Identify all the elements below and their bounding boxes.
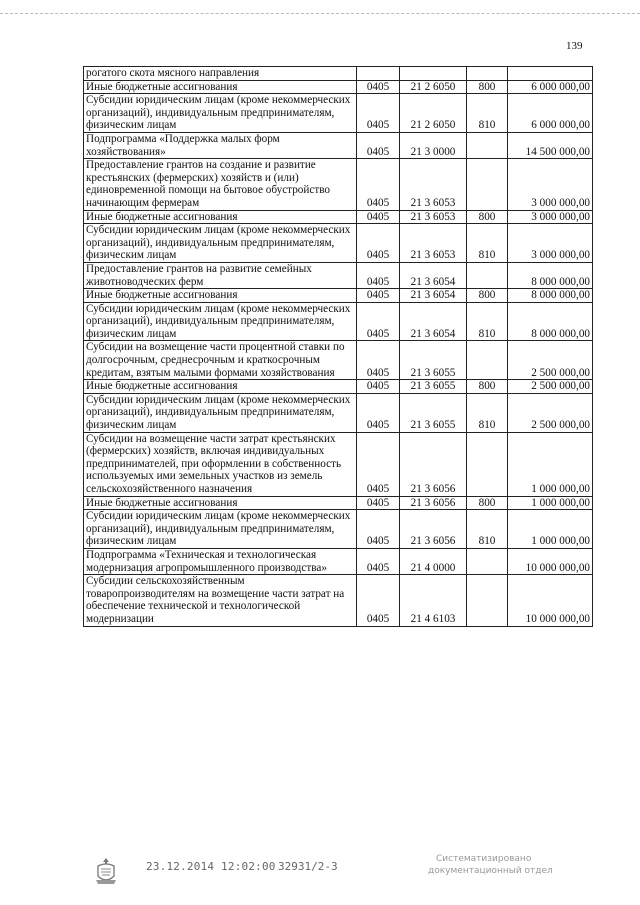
row-sum: 8 000 000,00 [508, 302, 593, 341]
table-row [84, 432, 593, 496]
row-section-code: 0405 [357, 341, 400, 380]
table-row [84, 262, 593, 288]
table-row [84, 94, 593, 133]
row-section-code: 0405 [357, 262, 400, 288]
row-name: Субсидии юридическим лицам (кроме некоммерческих организаций), индивидуальным предпринимателям, физическим лицам [84, 224, 357, 263]
table-row [84, 210, 593, 224]
table-row [84, 159, 593, 210]
row-article-code: 21 2 6050 [400, 94, 467, 133]
row-section-code: 0405 [357, 210, 400, 224]
row-sum: 14 500 000,00 [508, 132, 593, 158]
row-article-code: 21 3 6056 [400, 510, 467, 549]
row-section-code: 0405 [357, 159, 400, 210]
row-name: Субсидии на возмещение части затрат крестьянских (фермерских) хозяйств, включая индивидуальных предпринимателей, при оформлении в собственность используемых ими земельных участков из земель сельскохозяйственного назначения [84, 432, 357, 496]
row-name: Подпрограмма «Поддержка малых форм хозяйствования» [84, 132, 357, 158]
row-article-code: 21 3 6054 [400, 302, 467, 341]
scan-top-border [0, 13, 640, 14]
row-article-code: 21 3 6055 [400, 341, 467, 380]
row-section-code: 0405 [357, 132, 400, 158]
row-expense-type [467, 132, 508, 158]
row-section-code: 0405 [357, 432, 400, 496]
row-sum: 10 000 000,00 [508, 548, 593, 574]
row-expense-type: 800 [467, 210, 508, 224]
row-sum: 1 000 000,00 [508, 510, 593, 549]
row-sum: 6 000 000,00 [508, 80, 593, 94]
footer-datetime: 23.12.2014 12:02:00 [146, 860, 276, 873]
row-article-code: 21 3 6055 [400, 380, 467, 394]
row-expense-type [467, 262, 508, 288]
row-article-code: 21 4 0000 [400, 548, 467, 574]
table-row [84, 380, 593, 394]
row-article-code: 21 4 6103 [400, 575, 467, 626]
row-name: Субсидии юридическим лицам (кроме некоммерческих организаций), индивидуальным предпринимателям, физическим лицам [84, 302, 357, 341]
row-expense-type [467, 548, 508, 574]
row-expense-type: 800 [467, 80, 508, 94]
row-name: Субсидии юридическим лицам (кроме некоммерческих организаций), индивидуальным предпринимателям, физическим лицам [84, 510, 357, 549]
row-expense-type [467, 67, 508, 81]
row-expense-type [467, 159, 508, 210]
row-section-code: 0405 [357, 510, 400, 549]
row-sum: 2 500 000,00 [508, 380, 593, 394]
row-sum: 2 500 000,00 [508, 393, 593, 432]
row-expense-type [467, 432, 508, 496]
table-row [84, 224, 593, 263]
table-row [84, 80, 593, 94]
table-row [84, 132, 593, 158]
table-row [84, 496, 593, 510]
row-sum: 10 000 000,00 [508, 575, 593, 626]
row-section-code: 0405 [357, 224, 400, 263]
row-section-code: 0405 [357, 80, 400, 94]
row-expense-type: 810 [467, 393, 508, 432]
row-name: Иные бюджетные ассигнования [84, 380, 357, 394]
row-expense-type: 800 [467, 496, 508, 510]
row-sum: 3 000 000,00 [508, 210, 593, 224]
row-sum: 6 000 000,00 [508, 94, 593, 133]
footer-stamp-line2: документационный отдел [428, 866, 553, 876]
emblem-icon [94, 856, 118, 886]
row-article-code: 21 3 6055 [400, 393, 467, 432]
row-section-code [357, 67, 400, 81]
row-sum: 1 000 000,00 [508, 496, 593, 510]
footer-stamp-line1: Систематизировано [436, 854, 532, 864]
row-article-code: 21 3 6053 [400, 159, 467, 210]
row-name: Подпрограмма «Техническая и технологическая модернизация агропромышленного производства» [84, 548, 357, 574]
row-expense-type: 800 [467, 380, 508, 394]
row-expense-type: 810 [467, 224, 508, 263]
row-name: Иные бюджетные ассигнования [84, 496, 357, 510]
table-row [84, 341, 593, 380]
row-expense-type: 810 [467, 510, 508, 549]
row-name: Субсидии юридическим лицам (кроме некоммерческих организаций), индивидуальным предпринимателям, физическим лицам [84, 393, 357, 432]
row-expense-type: 810 [467, 94, 508, 133]
row-article-code: 21 3 6056 [400, 496, 467, 510]
row-name: рогатого скота мясного направления [84, 67, 357, 81]
table-row [84, 302, 593, 341]
row-article-code: 21 3 6053 [400, 210, 467, 224]
table-row [84, 510, 593, 549]
row-section-code: 0405 [357, 302, 400, 341]
row-article-code: 21 2 6050 [400, 80, 467, 94]
row-article-code: 21 3 0000 [400, 132, 467, 158]
row-expense-type: 800 [467, 289, 508, 303]
row-name: Предоставление грантов на развитие семейных животноводческих ферм [84, 262, 357, 288]
table-row [84, 393, 593, 432]
row-sum: 8 000 000,00 [508, 262, 593, 288]
row-section-code: 0405 [357, 496, 400, 510]
row-section-code: 0405 [357, 380, 400, 394]
row-section-code: 0405 [357, 393, 400, 432]
row-article-code: 21 3 6054 [400, 262, 467, 288]
row-article-code: 21 3 6056 [400, 432, 467, 496]
row-article-code: 21 3 6053 [400, 224, 467, 263]
row-name: Субсидии на возмещение части процентной ставки по долгосрочным, среднесрочным и краткосрочным кредитам, взятым малыми формами хозяйствования [84, 341, 357, 380]
table-row [84, 289, 593, 303]
row-section-code: 0405 [357, 94, 400, 133]
row-expense-type [467, 575, 508, 626]
row-section-code: 0405 [357, 575, 400, 626]
row-sum: 8 000 000,00 [508, 289, 593, 303]
row-sum: 2 500 000,00 [508, 341, 593, 380]
row-name: Субсидии юридическим лицам (кроме некоммерческих организаций), индивидуальным предпринимателям, физическим лицам [84, 94, 357, 133]
row-name: Иные бюджетные ассигнования [84, 210, 357, 224]
budget-table [83, 66, 593, 627]
row-article-code: 21 3 6054 [400, 289, 467, 303]
row-name: Иные бюджетные ассигнования [84, 80, 357, 94]
row-section-code: 0405 [357, 548, 400, 574]
row-sum: 3 000 000,00 [508, 159, 593, 210]
table-row [84, 67, 593, 81]
page-number: 139 [566, 40, 583, 52]
row-name: Иные бюджетные ассигнования [84, 289, 357, 303]
row-sum [508, 67, 593, 81]
row-section-code: 0405 [357, 289, 400, 303]
row-expense-type [467, 341, 508, 380]
row-sum: 1 000 000,00 [508, 432, 593, 496]
row-expense-type: 810 [467, 302, 508, 341]
row-sum: 3 000 000,00 [508, 224, 593, 263]
page-footer [0, 850, 640, 900]
table-row [84, 575, 593, 626]
row-name: Субсидии сельскохозяйственным товаропроизводителям на возмещение части затрат на обеспечение технической и технологической модернизации [84, 575, 357, 626]
row-article-code [400, 67, 467, 81]
row-name: Предоставление грантов на создание и развитие крестьянских (фермерских) хозяйств и (или) единовременной помощи на бытовое обустройство начинающим фермерам [84, 159, 357, 210]
table-row [84, 548, 593, 574]
footer-document-code: 32931/2-3 [278, 860, 338, 873]
